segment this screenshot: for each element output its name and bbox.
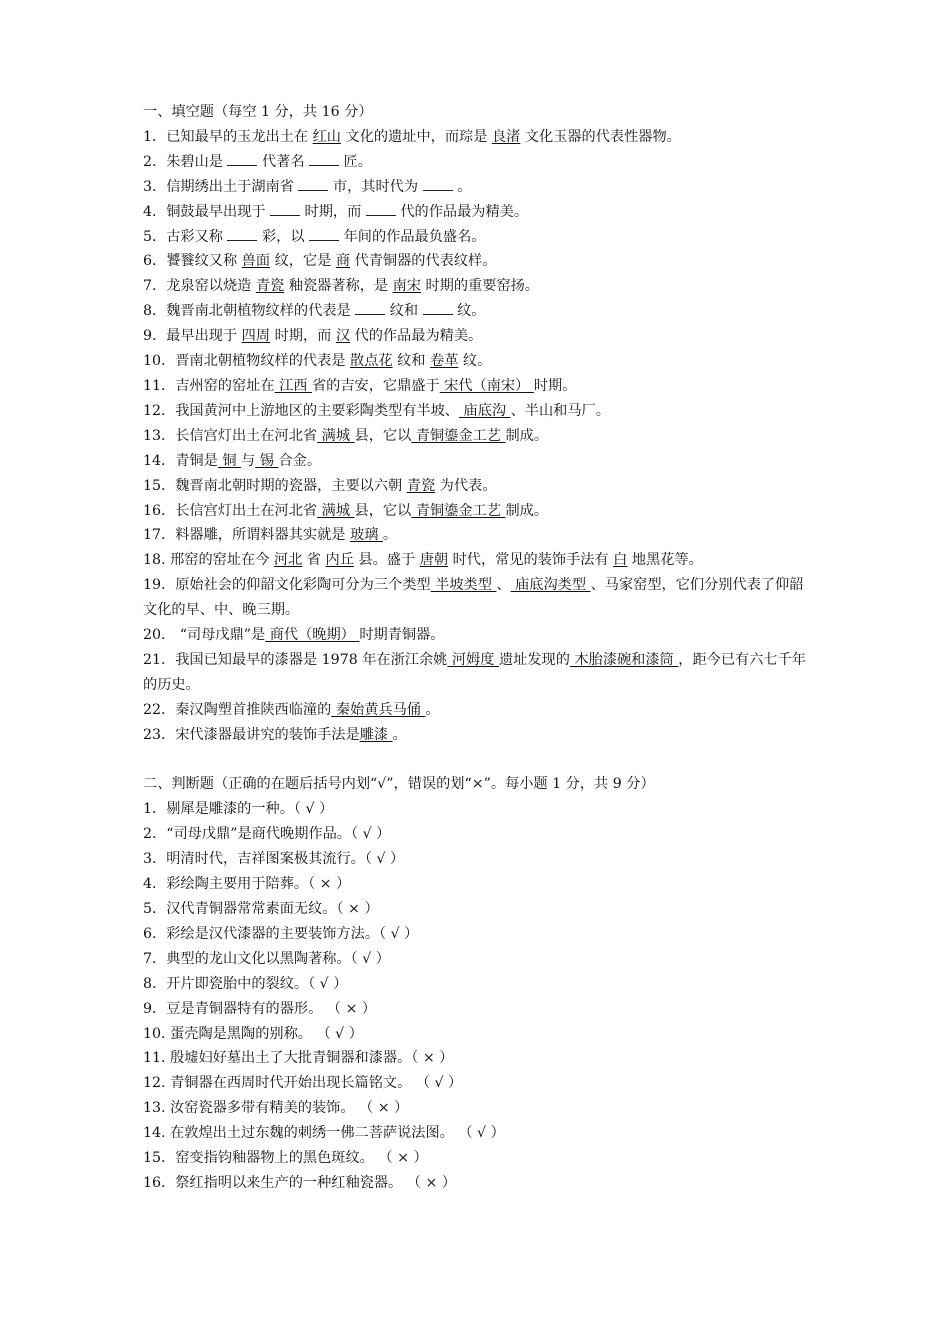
judgement-line: 12. 青铜器在西周时代开始出现长篇铭文。 （ √ ） <box>143 1075 463 1092</box>
answer-blank <box>298 178 328 191</box>
question-text: 时代，常见的装饰手法有 <box>448 552 614 569</box>
question-line <box>143 548 811 573</box>
answer-text: 庙底沟 <box>459 402 511 419</box>
true-false-questions <box>143 797 811 1196</box>
question-text: 代著名 <box>257 153 310 170</box>
question-text: 代青铜器的代表纹样。 <box>350 253 497 270</box>
question-line <box>143 349 811 374</box>
question-text: 县，它以 <box>354 427 412 444</box>
answer-text: 商 <box>335 253 351 270</box>
question-text: 10．晋南北朝植物纹样的代表是 <box>143 353 351 370</box>
question-line <box>143 374 811 399</box>
answer-text: 唐朝 <box>419 552 449 569</box>
answer-text: 满城 <box>317 427 355 444</box>
answer-text: 青铜鎏金工艺 <box>411 427 506 444</box>
question-line <box>143 175 811 200</box>
answer-text: 雕漆 <box>359 726 393 743</box>
question-text: 4．铜鼓最早出现于 <box>143 203 271 220</box>
question-line <box>143 324 811 349</box>
answer-text: 河北 <box>273 552 303 569</box>
question-text: 、半山和马厂。 <box>510 402 610 419</box>
section1-heading: 一、填空题（每空 1 分，共 16 分） <box>143 104 373 120</box>
question-text: 彩，以 <box>257 228 310 245</box>
judgement-line: 6．彩绘是汉代漆器的主要装饰方法。（ √ ） <box>143 925 419 942</box>
question-text: 7．龙泉窑以烧造 <box>143 278 256 295</box>
question-text: 17．料器雕，所谓料器其实就是 <box>143 527 351 544</box>
question-text: 15．魏晋南北朝时期的瓷器，主要以六朝 <box>143 477 407 494</box>
answer-text: 铜 <box>217 452 242 469</box>
question-line <box>143 723 811 748</box>
question-text: 省的吉安，它鼎盛于 <box>311 377 440 394</box>
answer-text: 宋代（南宋） <box>439 377 534 394</box>
question-text: 与 <box>241 452 256 469</box>
answer-text: 良渚 <box>491 128 521 145</box>
question-text: 匠。 <box>339 153 372 170</box>
answer-blank <box>423 178 453 191</box>
question-line <box>143 125 811 150</box>
question-text: 22．秦汉陶塑首推陕西临潼的 <box>143 701 332 718</box>
question-text: 。 <box>392 726 407 743</box>
question-text: 纹和 <box>392 353 430 370</box>
question-text: 、马家窑型，它们分别代表了仰韶文化的早、中、晚三期。 <box>143 577 804 619</box>
question-text: 纹。 <box>458 353 492 370</box>
answer-text: 半坡类型 <box>430 577 497 594</box>
question-line <box>143 249 811 274</box>
question-text: 23．宋代漆器最讲究的装饰手法是 <box>143 726 360 743</box>
judgement-line: 13. 汝窑瓷器多带有精美的装饰。 （ × ） <box>143 1100 409 1117</box>
question-text: 11．吉州窑的窑址在 <box>143 377 275 394</box>
judgement-line: 3．明清时代，吉祥图案极其流行。（ √ ） <box>143 851 405 868</box>
question-text: 文化的遗址中，而琮是 <box>341 128 492 145</box>
question-text: 20． “司母戊鼎”是 <box>143 627 266 644</box>
judgement-line: 15．窑变指钧釉器物上的黑色斑纹。 （ × ） <box>143 1150 428 1167</box>
question-text: 。 <box>452 178 472 195</box>
question-text: 16．长信宫灯出土在河北省 <box>143 502 318 519</box>
question-text: 时期。 <box>533 377 577 394</box>
question-text: 。 <box>425 701 440 718</box>
question-text: 制成。 <box>505 427 549 444</box>
question-line <box>143 474 811 499</box>
judgement-line: 14. 在敦煌出土过东魏的刺绣一佛二菩萨说法图。 （ √ ） <box>143 1125 505 1142</box>
question-text: 代的作品最为精美。 <box>395 203 529 220</box>
question-line <box>143 225 811 250</box>
question-text: 制成。 <box>505 502 549 519</box>
answer-text: 汉 <box>335 328 351 345</box>
answer-text: 秦始黄兵马俑 <box>331 701 426 718</box>
question-text: 。 <box>382 527 398 544</box>
question-text: 文化玉器的代表性器物。 <box>520 128 681 145</box>
question-text: 县。盛于 <box>353 552 420 569</box>
question-text: 3．信期绣出土于湖南省 <box>143 178 299 195</box>
question-text: 遗址发现的 <box>498 651 570 668</box>
judgement-line: 1．剔犀是雕漆的一种。（ √ ） <box>143 801 334 818</box>
judgement-line: 16．祭红指明以来生产的一种红釉瓷器。 （ × ） <box>143 1174 457 1191</box>
question-text: 时期，而 <box>270 328 336 345</box>
question-line <box>143 200 811 225</box>
question-line <box>143 299 811 324</box>
question-text: 时期，而 <box>300 203 366 220</box>
question-text: 县，它以 <box>354 502 412 519</box>
question-line <box>143 150 811 175</box>
question-text: 9．最早出现于 <box>143 328 242 345</box>
question-text: 地黑花等。 <box>627 552 703 569</box>
question-line <box>143 648 811 698</box>
answer-text: 河姆度 <box>447 651 499 668</box>
answer-text: 玻璃 <box>350 527 383 544</box>
answer-text: 锡 <box>255 452 279 469</box>
answer-text: 商代（晚期） <box>265 627 360 644</box>
fill-in-questions <box>143 125 811 748</box>
answer-text: 青铜鎏金工艺 <box>411 502 506 519</box>
answer-blank <box>366 203 396 216</box>
question-line <box>143 424 811 449</box>
question-text: 代的作品最为精美。 <box>350 328 483 345</box>
answer-text: 青瓷 <box>406 477 436 494</box>
question-text: 21．我国已知最早的漆器是 1978 年在浙江余姚 <box>143 651 448 668</box>
question-text: 纹，它是 <box>270 253 336 270</box>
question-text: 13．长信宫灯出土在河北省 <box>143 427 318 444</box>
question-line <box>143 698 811 723</box>
question-line <box>143 573 811 623</box>
question-line <box>143 623 811 648</box>
answer-blank <box>227 228 257 241</box>
question-text: 合金。 <box>278 452 322 469</box>
question-text: 年间的作品最负盛名。 <box>339 228 486 245</box>
question-text: 18. 邢窑的窑址在今 <box>143 552 274 569</box>
question-line <box>143 449 811 474</box>
judgement-line: 11. 殷墟妇好墓出土了大批青铜器和漆器。（ × ） <box>143 1050 454 1067</box>
question-text: 8．魏晋南北朝植物纹样的代表是 <box>143 303 356 320</box>
answer-blank <box>423 302 453 315</box>
answer-text: 四周 <box>241 328 271 345</box>
question-text: 6．饕餮纹又称 <box>143 253 242 270</box>
judgement-line: 9．豆是青铜器特有的器形。 （ × ） <box>143 1000 377 1017</box>
answer-text: 白 <box>613 552 628 569</box>
answer-blank <box>270 203 300 216</box>
section2-heading: 二、判断题（正确的在题后括号内划“√”，错误的划“×”。每小题 1 分，共 9 分） <box>143 776 655 793</box>
answer-text: 青瓷 <box>255 278 285 295</box>
answer-blank <box>309 228 339 241</box>
question-text: 为代表。 <box>435 477 497 494</box>
answer-text: 木胎漆碗和漆筒 <box>569 651 679 668</box>
answer-text: 兽面 <box>241 253 271 270</box>
judgement-line: 8．开片即瓷胎中的裂纹。（ √ ） <box>143 975 348 992</box>
question-text: 14．青铜是 <box>143 452 218 469</box>
answer-text: 南宋 <box>392 278 421 295</box>
question-text: 、 <box>496 577 511 594</box>
answer-text: 满城 <box>317 502 355 519</box>
question-text: 2．朱碧山是 <box>143 153 228 170</box>
question-text: 市，其时代为 <box>328 178 423 195</box>
question-text: ，距今已有六七千年的历史。 <box>143 651 806 693</box>
question-line <box>143 523 811 548</box>
answer-text: 红山 <box>312 128 341 145</box>
question-text: 1．已知最早的玉龙出土在 <box>143 128 313 145</box>
answer-blank <box>309 153 339 166</box>
question-text: 省 <box>302 552 326 569</box>
question-text: 5．古彩又称 <box>143 228 228 245</box>
document-body <box>143 100 811 1196</box>
answer-text: 散点花 <box>350 353 393 370</box>
question-line <box>143 499 811 524</box>
question-text: 19．原始社会的仰韶文化彩陶可分为三个类型 <box>143 577 431 594</box>
judgement-line: 5．汉代青铜器常常素面无纹。（ × ） <box>143 900 379 917</box>
answer-text: 内丘 <box>325 552 354 569</box>
judgement-line: 10. 蛋壳陶是黑陶的别称。 （ √ ） <box>143 1025 363 1042</box>
question-text: 纹。 <box>452 303 486 320</box>
answer-blank <box>227 153 257 166</box>
judgement-line: 2．“司母戊鼎”是商代晚期作品。（ √ ） <box>143 826 391 843</box>
question-line <box>143 399 811 424</box>
answer-text: 庙底沟类型 <box>510 577 591 594</box>
judgement-line: 4．彩绘陶主要用于陪葬。（ × ） <box>143 876 351 893</box>
judgement-line: 7．典型的龙山文化以黑陶著称。（ √ ） <box>143 950 390 967</box>
question-text: 12．我国黄河中上游地区的主要彩陶类型有半坡、 <box>143 402 459 419</box>
answer-text: 江西 <box>274 377 312 394</box>
question-text: 时期的重要窑扬。 <box>420 278 539 295</box>
question-text: 时期青铜器。 <box>359 627 445 644</box>
question-line <box>143 274 811 299</box>
answer-blank <box>355 302 385 315</box>
section-spacer <box>143 748 811 773</box>
answer-text: 卷革 <box>430 353 459 370</box>
question-text: 纹和 <box>385 303 423 320</box>
question-text: 釉瓷器著称，是 <box>284 278 393 295</box>
